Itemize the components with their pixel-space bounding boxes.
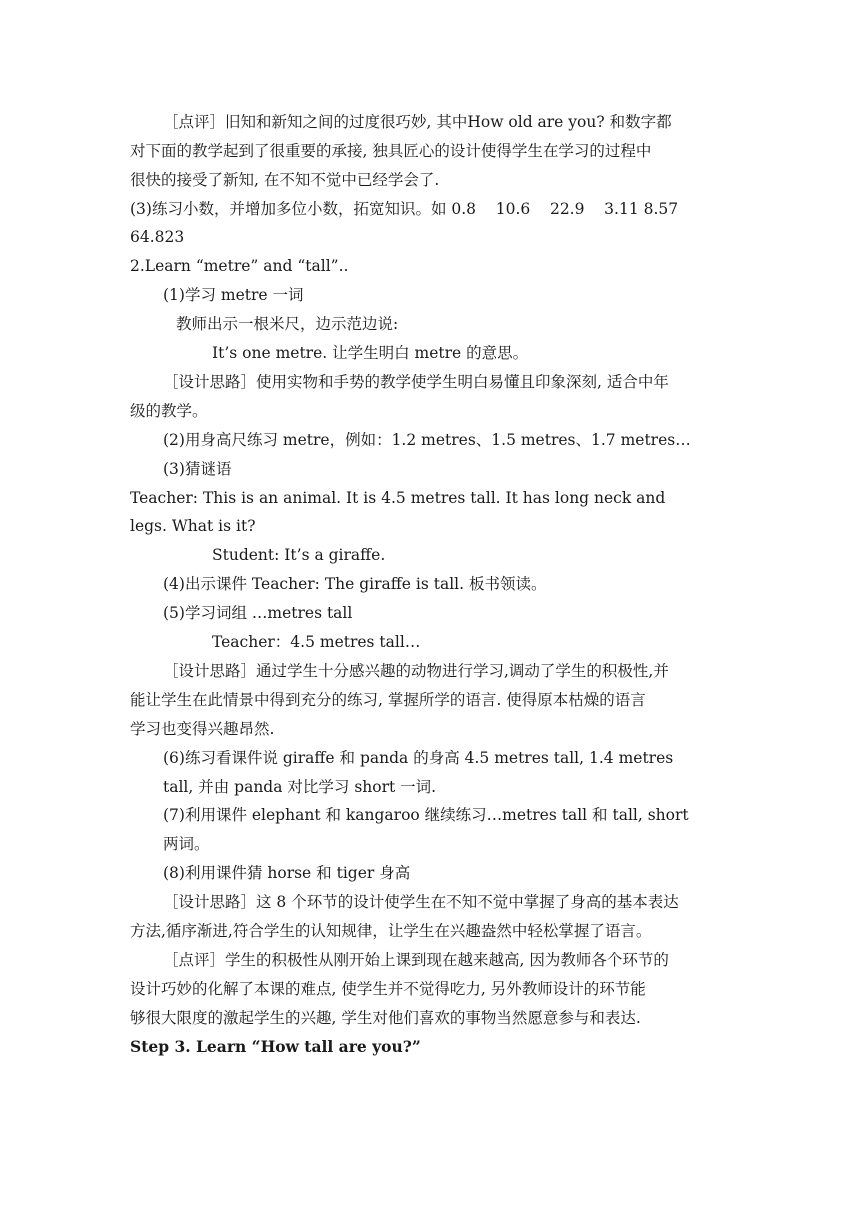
dialogue-line: Student: It’s a giraffe.	[212, 546, 386, 564]
list-item: (6)练习看课件说 giraffe 和 panda 的身高 4.5 metres tall, 1.4 metres	[163, 749, 674, 767]
design-note-line: ［设计思路］使用实物和手势的教学使学生明白易懂且印象深刻, 适合中年	[163, 373, 669, 391]
decimal-practice-line: (3)练习小数，并增加多位小数，拓宽知识。如 0.8 10.6 22.9 3.11 8.57	[130, 200, 679, 218]
decimal-practice-line: 64.823	[130, 228, 185, 246]
step-heading: Step 3. Learn “How tall are you?”	[130, 1037, 421, 1056]
list-item: tall, 并由 panda 对比学习 short 一词.	[163, 778, 437, 796]
list-item: (7)利用课件 elephant 和 kangaroo 继续练习…metres tall 和 tall, short	[163, 806, 689, 824]
design-note-line: 能让学生在此情景中得到充分的练习, 掌握所学的语言. 使得原本枯燥的语言	[130, 691, 646, 709]
list-item: 两词。	[163, 835, 210, 853]
comment-paragraph-line: 对下面的教学起到了很重要的承接, 独具匠心的设计使得学生在学习的过程中	[130, 142, 652, 160]
comment-paragraph-line: 够很大限度的激起学生的兴趣, 学生对他们喜欢的事物当然愿意参与和表达.	[130, 1009, 641, 1027]
list-item: (3)猜谜语	[163, 460, 232, 478]
design-note-line: ［设计思路］这 8 个环节的设计使学生在不知不觉中掌握了身高的基本表达	[163, 893, 679, 911]
design-note-line: ［设计思路］通过学生十分感兴趣的动物进行学习,调动了学生的积极性,并	[163, 662, 669, 680]
list-item: (4)出示课件 Teacher: The giraffe is tall. 板书领读。	[163, 575, 547, 593]
comment-paragraph-line: ［点评］旧知和新知之间的过度很巧妙, 其中How old are you? 和数字都	[163, 113, 672, 131]
comment-paragraph-line: 很快的接受了新知, 在不知不觉中已经学会了.	[130, 171, 440, 189]
design-note-line: 学习也变得兴趣昂然.	[130, 720, 275, 738]
body-text: 教师出示一根米尺，边示范边说:	[176, 315, 399, 333]
list-item: (1)学习 metre 一词	[163, 286, 304, 304]
dialogue-line: Teacher：4.5 metres tall…	[212, 633, 421, 651]
list-item: (8)利用课件猜 horse 和 tiger 身高	[163, 864, 411, 882]
section-heading: 2.Learn “metre” and “tall”..	[130, 257, 349, 275]
design-note-line: 级的教学。	[130, 402, 208, 420]
comment-paragraph-line: 设计巧妙的化解了本课的难点, 使学生并不觉得吃力, 另外教师设计的环节能	[130, 980, 646, 998]
dialogue-line: Teacher: This is an animal. It is 4.5 metres tall. It has long neck and	[130, 489, 666, 507]
list-item: (5)学习词组 …metres tall	[163, 604, 353, 622]
list-item: (2)用身高尺练习 metre，例如：1.2 metres、1.5 metres、1.7 metres…	[163, 431, 691, 449]
comment-paragraph-line: ［点评］学生的积极性从刚开始上课到现在越来越高, 因为教师各个环节的	[163, 951, 669, 969]
design-note-line: 方法,循序渐进,符合学生的认知规律，让学生在兴趣盎然中轻松掌握了语言。	[130, 922, 652, 940]
dialogue-line: legs. What is it?	[130, 517, 256, 535]
dialogue-line: It’s one metre. 让学生明白 metre 的意思。	[212, 344, 529, 362]
